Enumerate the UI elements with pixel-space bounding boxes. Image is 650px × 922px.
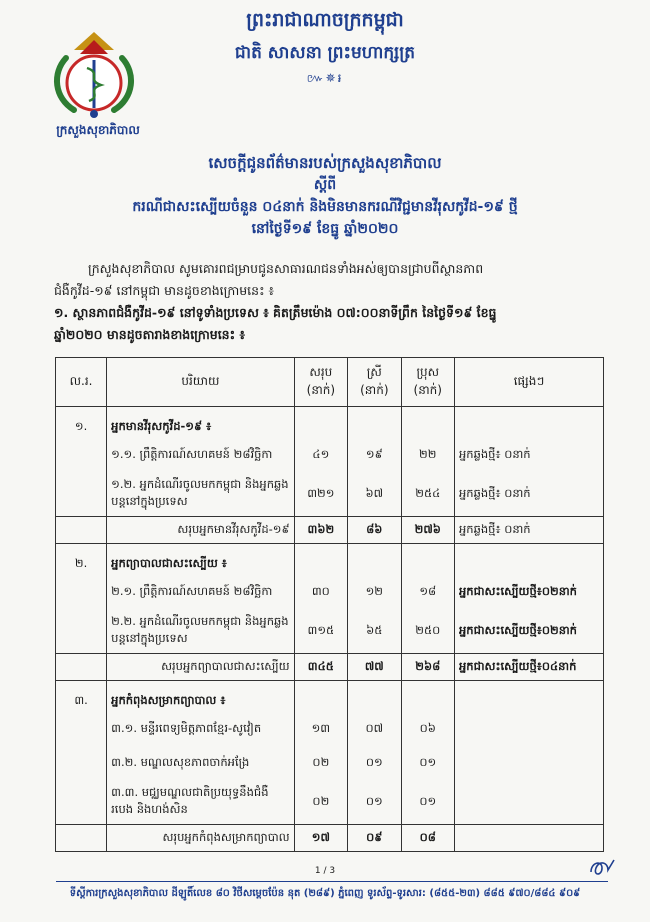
row-total: ០២ bbox=[294, 746, 347, 780]
section-1-line-1: ១. ស្ថានភាពជំងឺកូវីដ-១៩ នៅទូទាំងប្រទេស ៖ គិតត្រឹមម៉ោង ០៧:០០នាទីព្រឹក នៃថ្ងៃទី១៩ ខែធ្នូ bbox=[54, 305, 497, 320]
row-note bbox=[454, 712, 603, 746]
subtotal-male: ០៨ bbox=[401, 825, 454, 852]
subtotal-row bbox=[56, 517, 604, 544]
page-number: 1 / 3 bbox=[314, 866, 336, 876]
table-spacer bbox=[56, 407, 604, 416]
row-male: ០៦ bbox=[401, 712, 454, 746]
section-1-line-2: ឆ្នាំ២០២០ មានដូចតារាងខាងក្រោមនេះ ៖ bbox=[54, 327, 245, 342]
subtotal-male: ២៦៨ bbox=[401, 654, 454, 681]
table-row bbox=[56, 780, 604, 825]
subtotal-note: អ្នកជាសះស្បើយថ្មី៖០៤នាក់ bbox=[454, 654, 603, 681]
intro-paragraph bbox=[54, 258, 606, 302]
header-note: ផ្សេងៗ bbox=[454, 358, 603, 407]
subtotal-row bbox=[56, 825, 604, 852]
row-total: ៣០ bbox=[294, 575, 347, 609]
row-description: ៣.១. មន្ទីរពេទ្យមិត្តភាពខ្មែរ-សូវៀត bbox=[107, 712, 294, 746]
table-row bbox=[56, 746, 604, 780]
national-motto: ជាតិ សាសនា ព្រះមហាក្សត្រ bbox=[234, 43, 416, 63]
announcement-title bbox=[0, 152, 650, 240]
row-female: ៦៥ bbox=[348, 609, 401, 654]
subtotal-note bbox=[454, 825, 603, 852]
row-female: ១៩ bbox=[348, 438, 401, 472]
footer-divider bbox=[56, 881, 608, 882]
group-title: អ្នកកំពុងសម្រាកព្យាបាល ៖ bbox=[107, 689, 294, 712]
row-description: ៣.២. មណ្ឌលសុខភាពចាក់អង្រែ bbox=[107, 746, 294, 780]
row-male: ០១ bbox=[401, 780, 454, 825]
subtotal-total: ៣៤៥ bbox=[294, 654, 347, 681]
row-female: ៦៧ bbox=[348, 472, 401, 517]
row-female: ១២ bbox=[348, 575, 401, 609]
row-note bbox=[454, 780, 603, 825]
covid-status-table bbox=[55, 357, 604, 852]
section-1-heading bbox=[54, 302, 606, 346]
row-female: ០៧ bbox=[348, 712, 401, 746]
subtotal-label: សរុបអ្នកមានវីរុសកូវីដ-១៩ bbox=[107, 517, 294, 544]
row-description: ៣.៣. មជ្ឈមណ្ឌលជាតិប្រយុទ្ធនឹងជំងឺរបេង និងហង់សិន bbox=[107, 780, 294, 825]
group-title: អ្នកមានវីរុសកូវីដ-១៩ ៖ bbox=[107, 415, 294, 438]
intro-line-2: ជំងឺកូវីដ-១៩ នៅកម្ពុជា មានដូចខាងក្រោមនេះ ៖ bbox=[54, 283, 275, 298]
row-male: ២៥៤ bbox=[401, 472, 454, 517]
row-description: ២.២. អ្នកដំណើរចូលមកកម្ពុជា និងអ្នកឆ្លងបន្តនៅក្នុងប្រទេស bbox=[107, 609, 294, 654]
kingdom-heading: ព្រះរាជាណាចក្រកម្ពុជា bbox=[246, 9, 404, 31]
table-row bbox=[56, 609, 604, 654]
group-header-row bbox=[56, 415, 604, 438]
table-row bbox=[56, 712, 604, 746]
row-total: ៤១ bbox=[294, 438, 347, 472]
row-description: ១.១. ព្រឹត្តិការណ៍សហគមន៍ ២៨វិច្ឆិកា bbox=[107, 438, 294, 472]
group-number: ២. bbox=[56, 552, 107, 575]
row-total: ០២ bbox=[294, 780, 347, 825]
row-note bbox=[454, 746, 603, 780]
table-row bbox=[56, 575, 604, 609]
row-total: ៣១៥ bbox=[294, 609, 347, 654]
row-female: ០១ bbox=[348, 746, 401, 780]
group-number: ១. bbox=[56, 415, 107, 438]
ministry-logo bbox=[44, 28, 144, 123]
subtotal-total: ១៧ bbox=[294, 825, 347, 852]
table-row bbox=[56, 472, 604, 517]
row-male: ០១ bbox=[401, 746, 454, 780]
title-line-3: ករណីជាសះស្បើយចំនួន ០៤នាក់ និងមិនមានករណីវិជ្ជមានវីរុសកូវីដ-១៩ ថ្មី bbox=[132, 199, 518, 215]
title-line-2: ស្តីពី bbox=[313, 177, 337, 193]
header-description: បរិយាយ bbox=[107, 358, 294, 407]
header-female: ស្រី (នាក់) bbox=[348, 358, 401, 407]
title-line-4: នៅថ្ងៃទី១៩ ខែធ្នូ ឆ្នាំ២០២០ bbox=[251, 221, 399, 237]
row-total: ១៣ bbox=[294, 712, 347, 746]
header-no: ល.រ. bbox=[56, 358, 107, 407]
table-row bbox=[56, 438, 604, 472]
row-total: ៣២១ bbox=[294, 472, 347, 517]
subtotal-female: ០៩ bbox=[348, 825, 401, 852]
subtotal-total: ៣៦២ bbox=[294, 517, 347, 544]
signature-mark bbox=[588, 856, 618, 880]
group-number: ៣. bbox=[56, 689, 107, 712]
group-title: អ្នកព្យាបាលជាសះស្បើយ ៖ bbox=[107, 552, 294, 575]
footer-address: ទីស្តីការក្រសួងសុខាភិបាល ដីឡូតិ៍លេខ ៨០ វិថីសម្តេចប៉ែន នុត (២៨៩) ភ្នំពេញ ទូរស័ព្ទ-ទូរសារ: (៨៥៥-២៣) ៨៨៥ ៩៧០/៨៨៤ ៩០៩ bbox=[69, 888, 581, 899]
table-spacer bbox=[56, 544, 604, 553]
row-note: អ្នកឆ្លងថ្មី៖ ០នាក់ bbox=[454, 472, 603, 517]
row-male: ១៨ bbox=[401, 575, 454, 609]
row-description: ២.១. ព្រឹត្តិការណ៍សហគមន៍ ២៨វិច្ឆិកា bbox=[107, 575, 294, 609]
table-spacer bbox=[56, 681, 604, 690]
group-header-row bbox=[56, 552, 604, 575]
row-note: អ្នកឆ្លងថ្មី៖ ០នាក់ bbox=[454, 438, 603, 472]
subtotal-note: អ្នកឆ្លងថ្មី៖ ០នាក់ bbox=[454, 517, 603, 544]
ministry-label: ក្រសួងសុខាភិបាល bbox=[56, 123, 140, 137]
group-header-row bbox=[56, 689, 604, 712]
subtotal-female: ៨៦ bbox=[348, 517, 401, 544]
title-line-1: សេចក្តីជូនព័ត៌មានរបស់ក្រសួងសុខាភិបាល bbox=[208, 154, 442, 172]
table-header-row bbox=[56, 358, 604, 407]
row-female: ០១ bbox=[348, 780, 401, 825]
subtotal-row bbox=[56, 654, 604, 681]
subtotal-label: សរុបអ្នកកំពុងសម្រាកព្យាបាល bbox=[107, 825, 294, 852]
header-male: ប្រុស (នាក់) bbox=[401, 358, 454, 407]
row-description: ១.២. អ្នកដំណើរចូលមកកម្ពុជា និងអ្នកឆ្លងបន្តនៅក្នុងប្រទេស bbox=[107, 472, 294, 517]
intro-line-1: ក្រសួងសុខាភិបាល សូមគោរពជម្រាបជូនសាធារណជនទាំងអស់ឲ្យបានជ្រាបពីស្ថានភាព bbox=[88, 261, 484, 276]
subtotal-female: ៧៧ bbox=[348, 654, 401, 681]
subtotal-male: ២៧៦ bbox=[401, 517, 454, 544]
row-male: ២៥០ bbox=[401, 609, 454, 654]
row-note: អ្នកជាសះស្បើយថ្មី៖០២នាក់ bbox=[454, 609, 603, 654]
row-male: ២២ bbox=[401, 438, 454, 472]
subtotal-label: សរុបអ្នកព្យាបាលជាសះស្បើយ bbox=[107, 654, 294, 681]
row-note: អ្នកជាសះស្បើយថ្មី៖០២នាក់ bbox=[454, 575, 603, 609]
ornament-divider: ៚✵៛ bbox=[306, 71, 344, 85]
header-total: សរុប (នាក់) bbox=[294, 358, 347, 407]
